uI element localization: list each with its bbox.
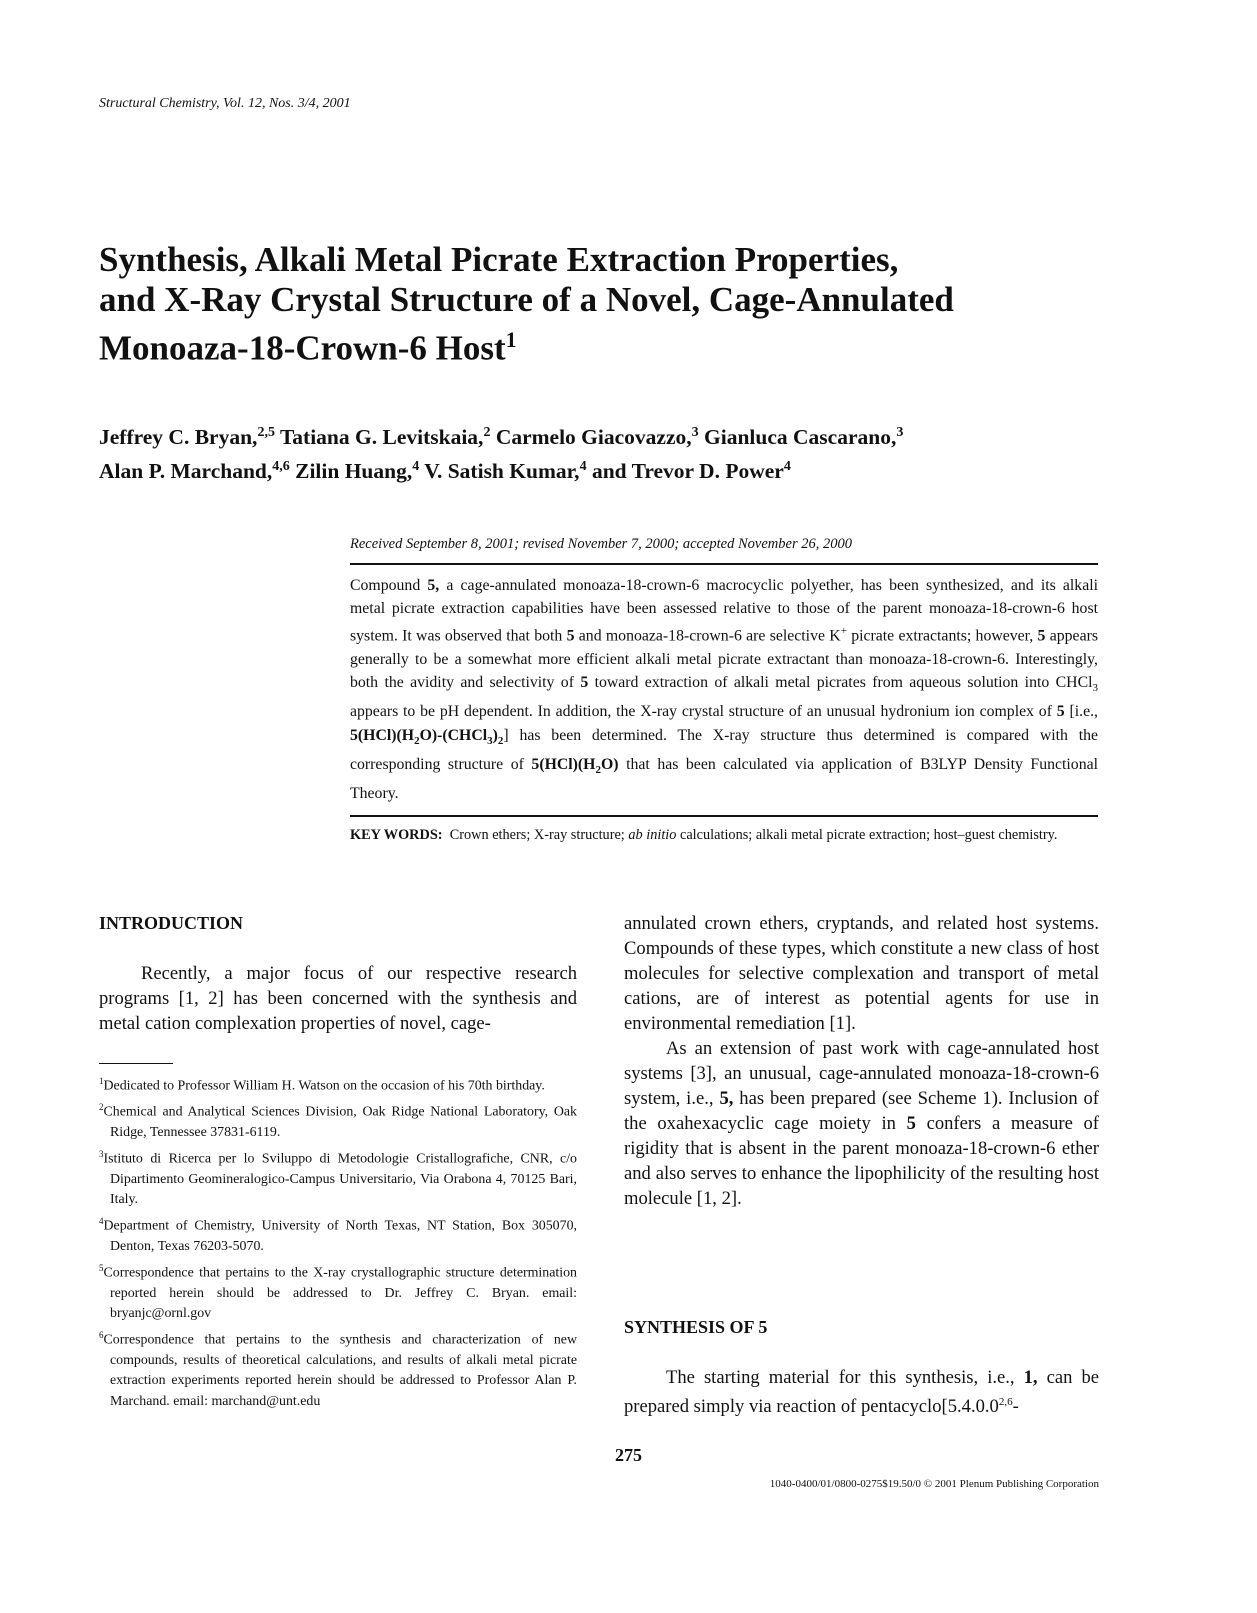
author-list bbox=[99, 418, 1099, 486]
paragraph: annulated crown ethers, cryptands, and related host systems. Compounds of these types, which constitute a new class of host molecules for selective complexation and transport of metal cations, are of interest as potential agents for use in environmental remediation [1]. bbox=[624, 913, 1099, 1034]
title-line-1: Synthesis, Alkali Metal Picrate Extraction Properties, bbox=[99, 240, 899, 279]
abstract-top-rule bbox=[350, 563, 1098, 565]
author: Tatiana G. Levitskaia,$^2$ bbox=[279, 425, 491, 450]
paper-title bbox=[99, 240, 1059, 369]
author: Gianluca Cascarano,$^3$ bbox=[704, 425, 904, 450]
author: Alan P. Marchand,$^{4,6}$ bbox=[99, 459, 290, 484]
page-number: 275 bbox=[615, 1445, 642, 1465]
copyright-line: 1040-0400/01/0800-0275$19.50/0 © 2001 Plenum Publishing Corporation bbox=[769, 1478, 1099, 1490]
title-line-3: Monoaza-18-Crown-6 Host bbox=[99, 328, 506, 368]
introduction-text: Recently, a major focus of our respective research programs [1, 2] has been concerned with the synthesis and metal cation complexation properties of novel, cage- bbox=[99, 963, 577, 1034]
introduction-continued bbox=[624, 911, 1099, 1211]
abstract: Compound 5, a cage-annulated monoaza-18-crown-6 macrocyclic polyether, has been synthesized, and its alkali metal picrate extraction capabilities have been assessed relative to those of the parent monoaza-18-crown-6 host system. It was observed that both 5 and monoaza-18-crown-6 are selective K+ picrate extractants; however, 5 appears generally to be a somewhat more efficient alkali metal picrate extractant than monoaza-18-crown-6. Interestingly, both the avidity and selectivity of 5 toward extraction of alkali metal picrates from aqueous solution into CHCl$_3$ appears to be pH dependent. In addition, the X-ray crystal structure of an unusual hydronium ion complex of 5 [i.e., $5(HCl)(H_2O)-(CHCl_3)_2$] has been determined. The X-ray structure thus determined is compared with the corresponding structure of $5(HCl)(H_2O)$ that has been calculated via application of B3LYP Density Functional Theory. bbox=[350, 577, 1098, 803]
title-line-2: and X-Ray Crystal Structure of a Novel, Cage-Annulated bbox=[99, 280, 954, 319]
author: Carmelo Giacovazzo,$^3$ bbox=[495, 425, 699, 450]
footnotes bbox=[99, 1071, 577, 1412]
journal-citation: Structural Chemistry, Vol. 12, Nos. 3/4, 2001 bbox=[99, 96, 351, 111]
author: V. Satish Kumar,$^4$ bbox=[424, 459, 587, 484]
section-heading-introduction: INTRODUCTION bbox=[99, 913, 244, 933]
keywords-label: KEY WORDS: bbox=[350, 827, 443, 843]
author: and Trevor D. Power$^4$ bbox=[591, 459, 791, 484]
section-heading-synthesis: SYNTHESIS OF 5 bbox=[624, 1317, 768, 1337]
footnote: $^5$Correspondence that pertains to the X-ray crystallographic structure determination reported herein should be addressed to Dr. Jeffrey C. Bryan. email: bryanjc@ornl.gov bbox=[99, 1262, 577, 1322]
footnote: $^1$Dedicated to Professor William H. Watson on the occasion of his 70th birthday. bbox=[99, 1076, 545, 1094]
paragraph: As an extension of past work with cage-annulated host systems [3], an unusual, cage-annulated monoaza-18-crown-6 system, i.e., 5, has been prepared (see Scheme 1). Inclusion of the oxahexacyclic cage moiety in 5 confers a measure of rigidity that is absent in the parent monoaza-18-crown-6 ether and also serves to enhance the lipophilicity of the resulting host molecule [1, 2]. bbox=[624, 1038, 1099, 1209]
author: Zilin Huang,$^4$ bbox=[295, 459, 420, 484]
footnote: $^6$Correspondence that pertains to the synthesis and characterization of new compounds, results of theoretical calculations, and results of alkali metal picrate extraction experiments reported herein should be addressed to Professor Alan P. Marchand. email: marchand@unt.edu bbox=[99, 1329, 577, 1409]
abstract-bottom-rule bbox=[350, 815, 1098, 817]
footnote: $^2$Chemical and Analytical Sciences Division, Oak Ridge National Laboratory, Oak Ridge, Tennessee 37831-6119. bbox=[99, 1102, 577, 1141]
author: Jeffrey C. Bryan,$^{2,5}$ bbox=[99, 425, 275, 450]
synthesis-text: The starting material for this synthesis, i.e., 1, can be prepared simply via reaction of pentacyclo[5.4.0.0$^{2,6}$- bbox=[624, 1367, 1099, 1418]
received-dates: Received September 8, 2001; revised November 7, 2000; accepted November 26, 2000 bbox=[350, 536, 852, 552]
footnote: $^3$Istituto di Ricerca per lo Sviluppo di Metodologie Cristallografiche, CNR, c/o Dipartimento Geomineralogico-Campus Universitario, Via Orabona 4, 70125 Bari, Italy. bbox=[99, 1148, 577, 1208]
title-footnote-mark: 1 bbox=[505, 327, 517, 352]
keywords: KEY WORDS: Crown ethers; X-ray structure; ab initio calculations; alkali metal picrate extraction; host–guest chemistry. bbox=[350, 827, 1058, 843]
footnote: $^4$Department of Chemistry, University of North Texas, NT Station, Box 305070, Denton, Texas 76203-5070. bbox=[99, 1215, 577, 1254]
footnote-rule bbox=[99, 1063, 173, 1064]
